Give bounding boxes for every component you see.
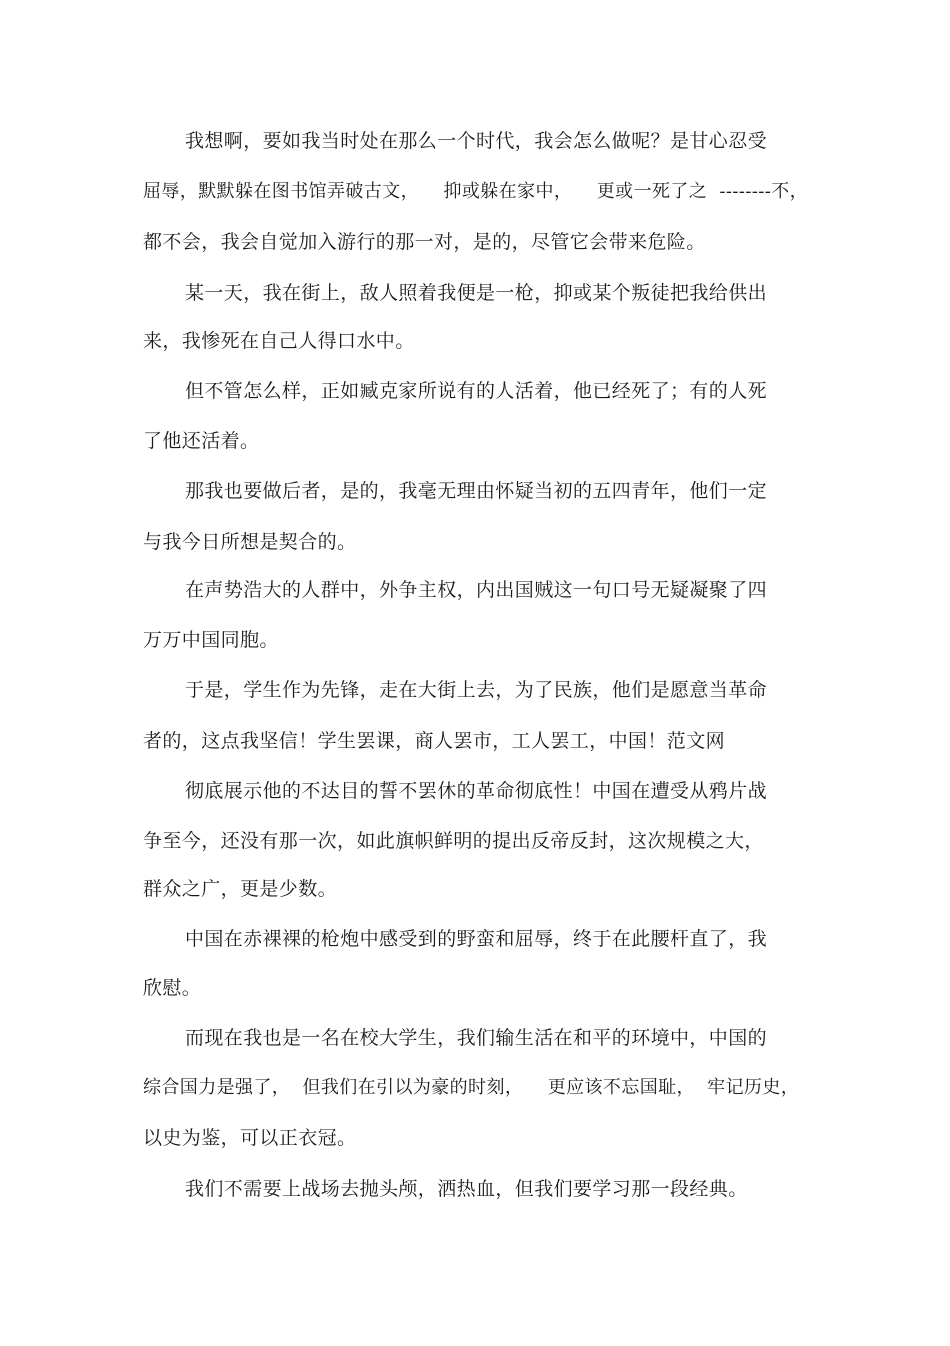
paragraph-7-line-3: 群众之广，更是少数。 — [143, 878, 338, 900]
paragraph-9-line-3: 以史为鉴，可以正衣冠。 — [143, 1127, 357, 1149]
paragraph-1-line-2: 屈辱，默默躲在图书馆弄破古文， 抑或躲在家中， 更或一死了之 --------不， — [143, 181, 809, 202]
paragraph-9-line-2: 综合国力是强了， 但我们在引以为豪的时刻， 更应该不忘国耻， 牢记历史， — [143, 1077, 800, 1098]
paragraph-1-line-3: 都不会，我会自觉加入游行的那一对，是的，尽管它会带来危险。 — [143, 231, 706, 253]
paragraph-9-line-1: 而现在我也是一名在校大学生，我们输生活在和平的环境中，中国的 — [185, 1027, 768, 1049]
paragraph-7-line-2: 争至今，还没有那一次，如此旗帜鲜明的提出反帝反封，这次规模之大， — [143, 830, 764, 852]
paragraph-6-line-1: 于是，学生作为先锋，走在大街上去，为了民族，他们是愿意当革命 — [185, 679, 768, 701]
paragraph-1-line-1: 我想啊，要如我当时处在那么一个时代，我会怎么做呢？是甘心忍受 — [185, 130, 768, 152]
paragraph-8-line-1: 中国在赤裸裸的枪炮中感受到的野蛮和屈辱，终于在此腰杆直了，我 — [185, 928, 768, 950]
paragraph-7-line-1: 彻底展示他的不达目的誓不罢休的革命彻底性！中国在遭受从鸦片战 — [185, 780, 768, 802]
paragraph-2-line-2: 来，我惨死在自己人得口水中。 — [143, 330, 415, 352]
paragraph-5-line-2: 万万中国同胞。 — [143, 629, 279, 651]
paragraph-4-line-2: 与我今日所想是契合的。 — [143, 531, 357, 553]
paragraph-10-line-1: 我们不需要上战场去抛头颅，洒热血，但我们要学习那一段经典。 — [185, 1178, 748, 1200]
paragraph-6-line-2: 者的，这点我坚信！学生罢课，商人罢市，工人罢工，中国！范文网 — [143, 730, 726, 752]
paragraph-4-line-1: 那我也要做后者，是的，我毫无理由怀疑当初的五四青年，他们一定 — [185, 480, 768, 502]
paragraph-8-line-2: 欣慰。 — [143, 977, 202, 999]
paragraph-5-line-1: 在声势浩大的人群中，外争主权，内出国贼这一句口号无疑凝聚了四 — [185, 579, 768, 601]
paragraph-3-line-2: 了他还活着。 — [143, 430, 260, 452]
paragraph-3-line-1: 但不管怎么样，正如臧克家所说有的人活着，他已经死了；有的人死 — [185, 380, 768, 402]
paragraph-2-line-1: 某一天，我在街上，敌人照着我便是一枪，抑或某个叛徒把我给供出 — [185, 282, 768, 304]
